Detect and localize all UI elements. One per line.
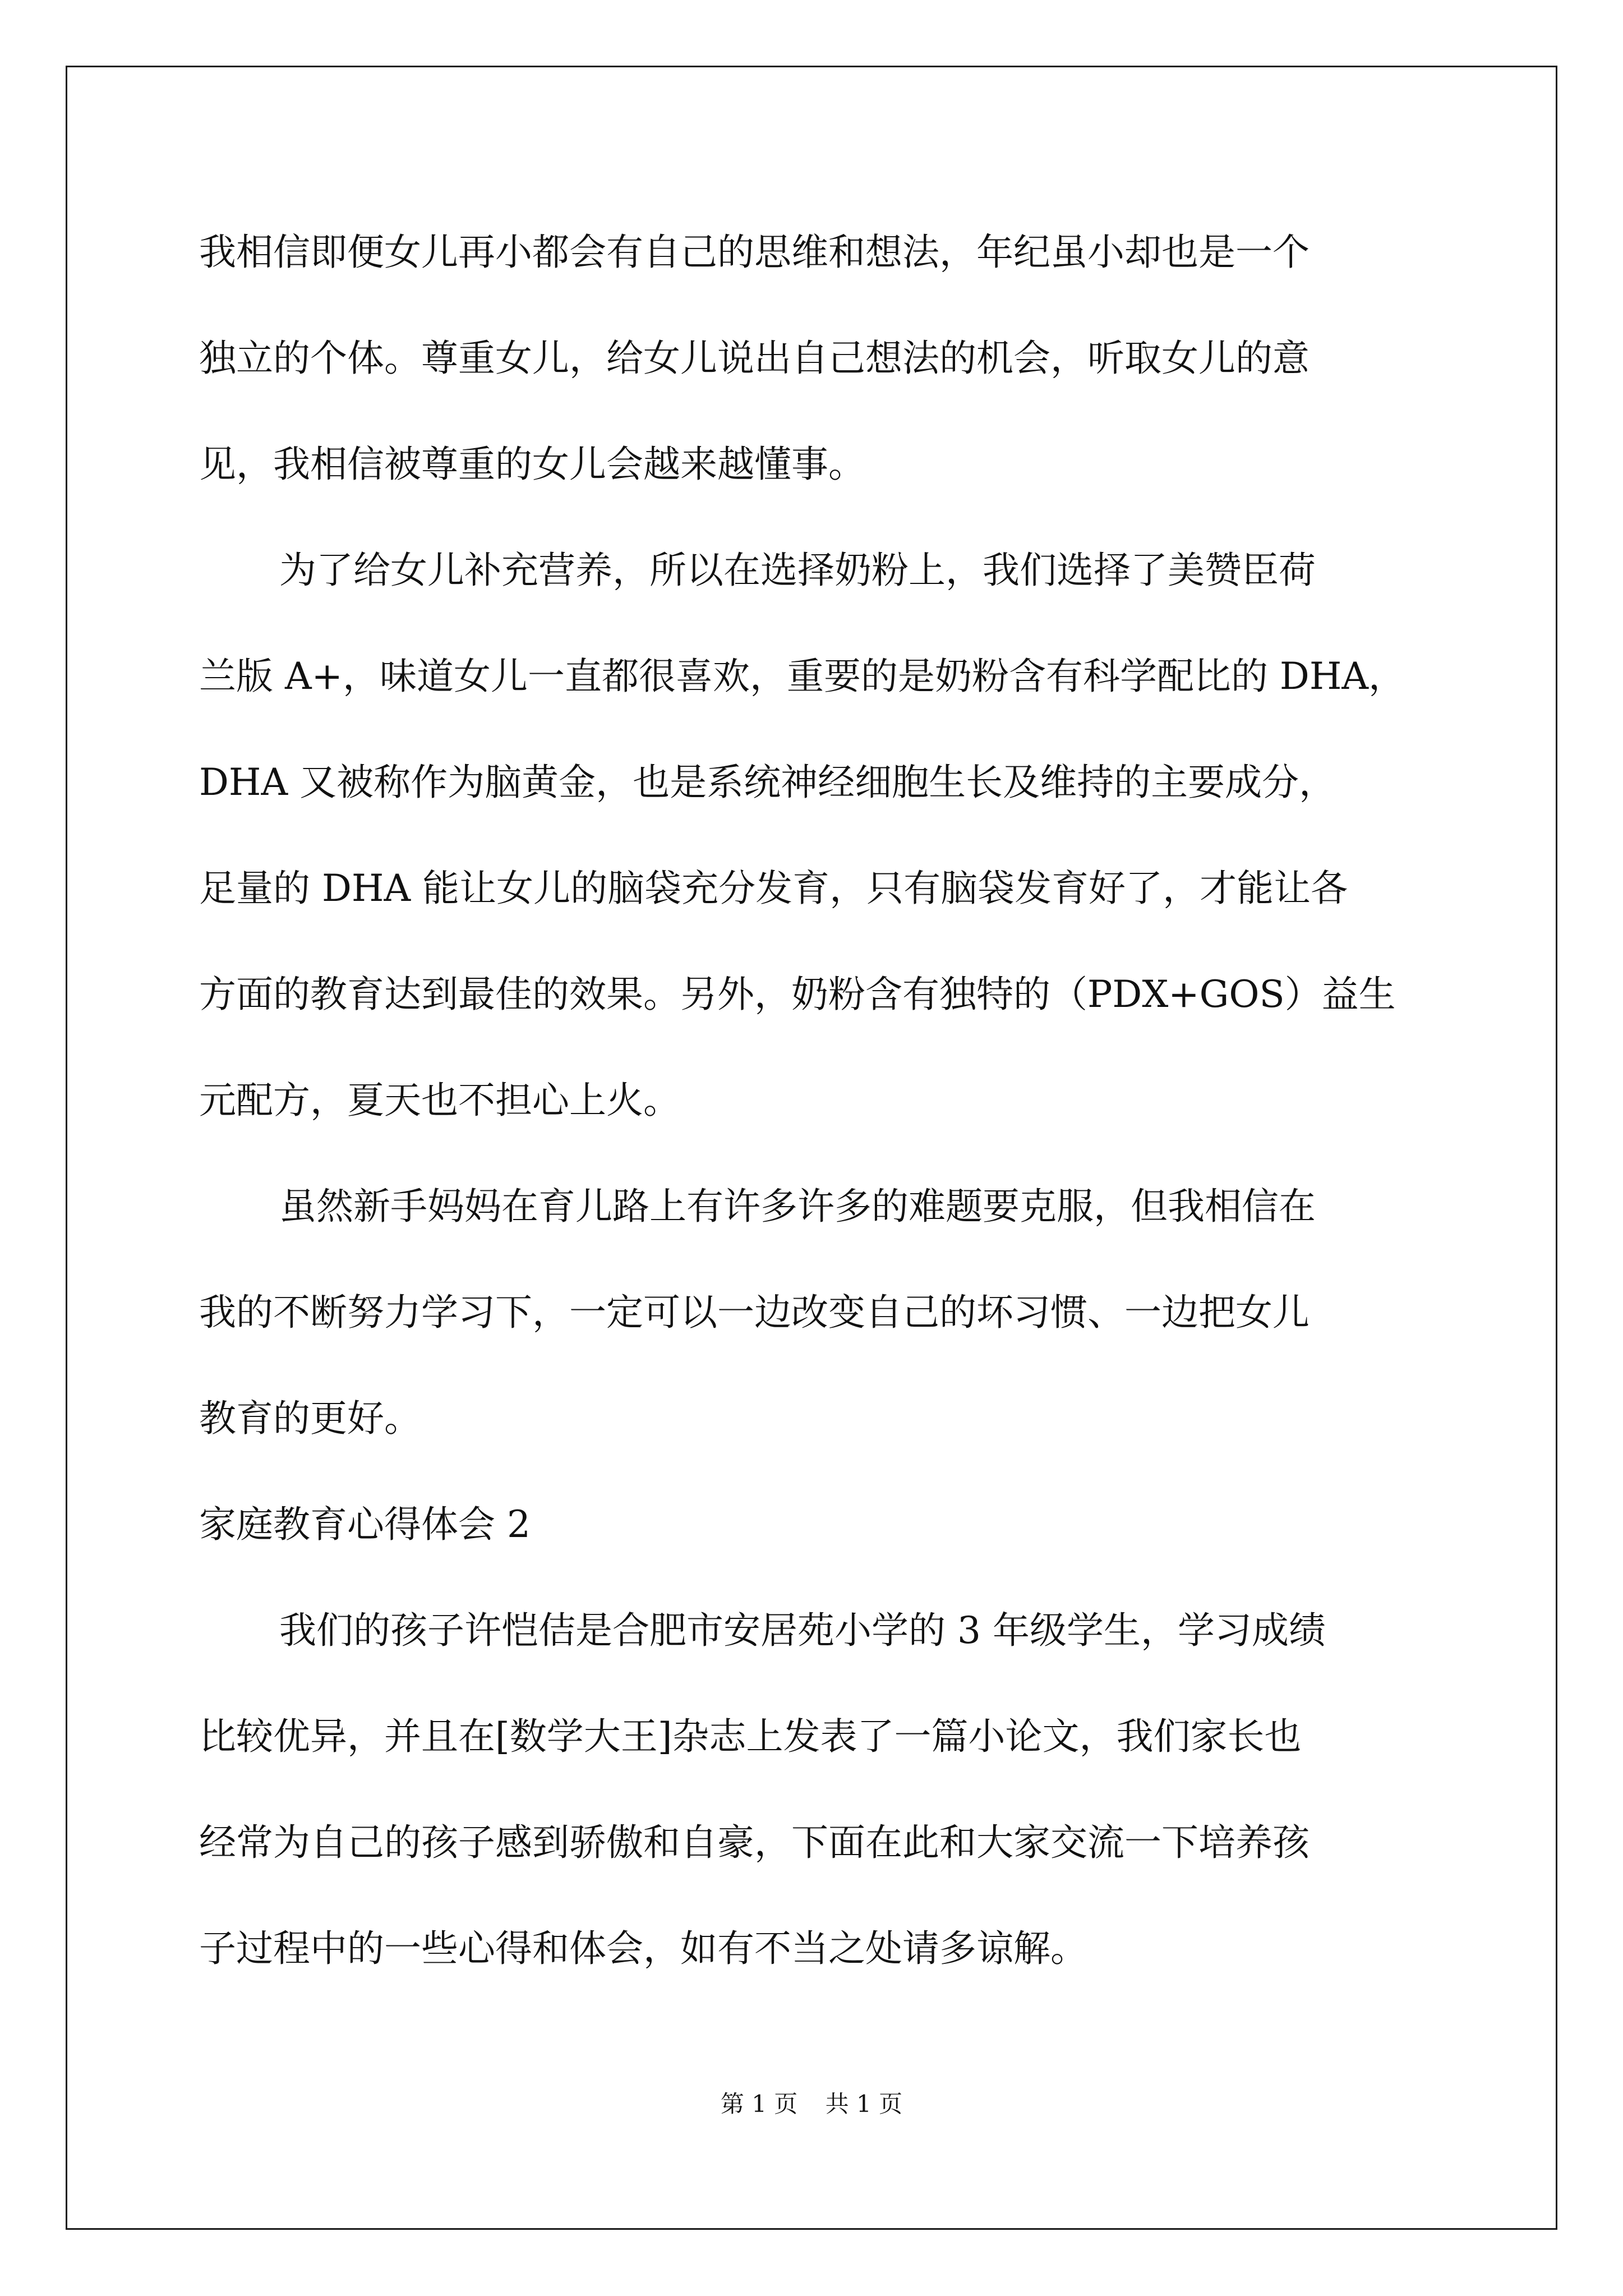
text-line: 元配方，夏天也不担心上火。 bbox=[199, 1079, 680, 1122]
document-body bbox=[199, 199, 1422, 2001]
paragraph-start-line: 我们的孩子许恺佶是合肥市安居苑小学的 3 年级学生，学习成绩 bbox=[279, 1609, 1326, 1652]
text-line: 经常为自己的孩子感到骄傲和自豪，下面在此和大家交流一下培养孩 bbox=[199, 1821, 1310, 1864]
text-line: 足量的 DHA 能让女儿的脑袋充分发育，只有脑袋发育好了，才能让各 bbox=[199, 867, 1348, 910]
paragraph-start-line: 虽然新手妈妈在育儿路上有许多许多的难题要克服，但我相信在 bbox=[279, 1185, 1316, 1228]
text-line: 我相信即便女儿再小都会有自己的思维和想法，年纪虽小却也是一个 bbox=[199, 231, 1310, 274]
text-line: 见，我相信被尊重的女儿会越来越懂事。 bbox=[199, 443, 865, 486]
text-line: 比较优异，并且在[数学大王]杂志上发表了一篇小论文，我们家长也 bbox=[199, 1715, 1302, 1758]
text-line: 子过程中的一些心得和体会，如有不当之处请多谅解。 bbox=[199, 1927, 1087, 1970]
text-line: 独立的个体。尊重女儿，给女儿说出自己想法的机会，听取女儿的意 bbox=[199, 337, 1310, 380]
text-line: 教育的更好。 bbox=[199, 1397, 421, 1440]
text-line: 兰版 A+，味道女儿一直都很喜欢，重要的是奶粉含有科学配比的 DHA， bbox=[199, 655, 1406, 698]
section-heading: 家庭教育心得体会 2 bbox=[199, 1503, 531, 1546]
text-line: 方面的教育达到最佳的效果。另外，奶粉含有独特的（PDX+GOS）益生 bbox=[199, 973, 1396, 1016]
paragraph-start-line: 为了给女儿补充营养，所以在选择奶粉上，我们选择了美赞臣荷 bbox=[279, 549, 1316, 592]
page-footer bbox=[0, 2086, 1623, 2119]
text-line: DHA 又被称作为脑黄金，也是系统神经细胞生长及维持的主要成分， bbox=[199, 761, 1336, 804]
page-number: 第 1 页 bbox=[720, 2090, 798, 2118]
text-line: 我的不断努力学习下，一定可以一边改变自己的坏习惯、一边把女儿 bbox=[199, 1291, 1310, 1334]
page-total: 共 1 页 bbox=[825, 2090, 903, 2118]
